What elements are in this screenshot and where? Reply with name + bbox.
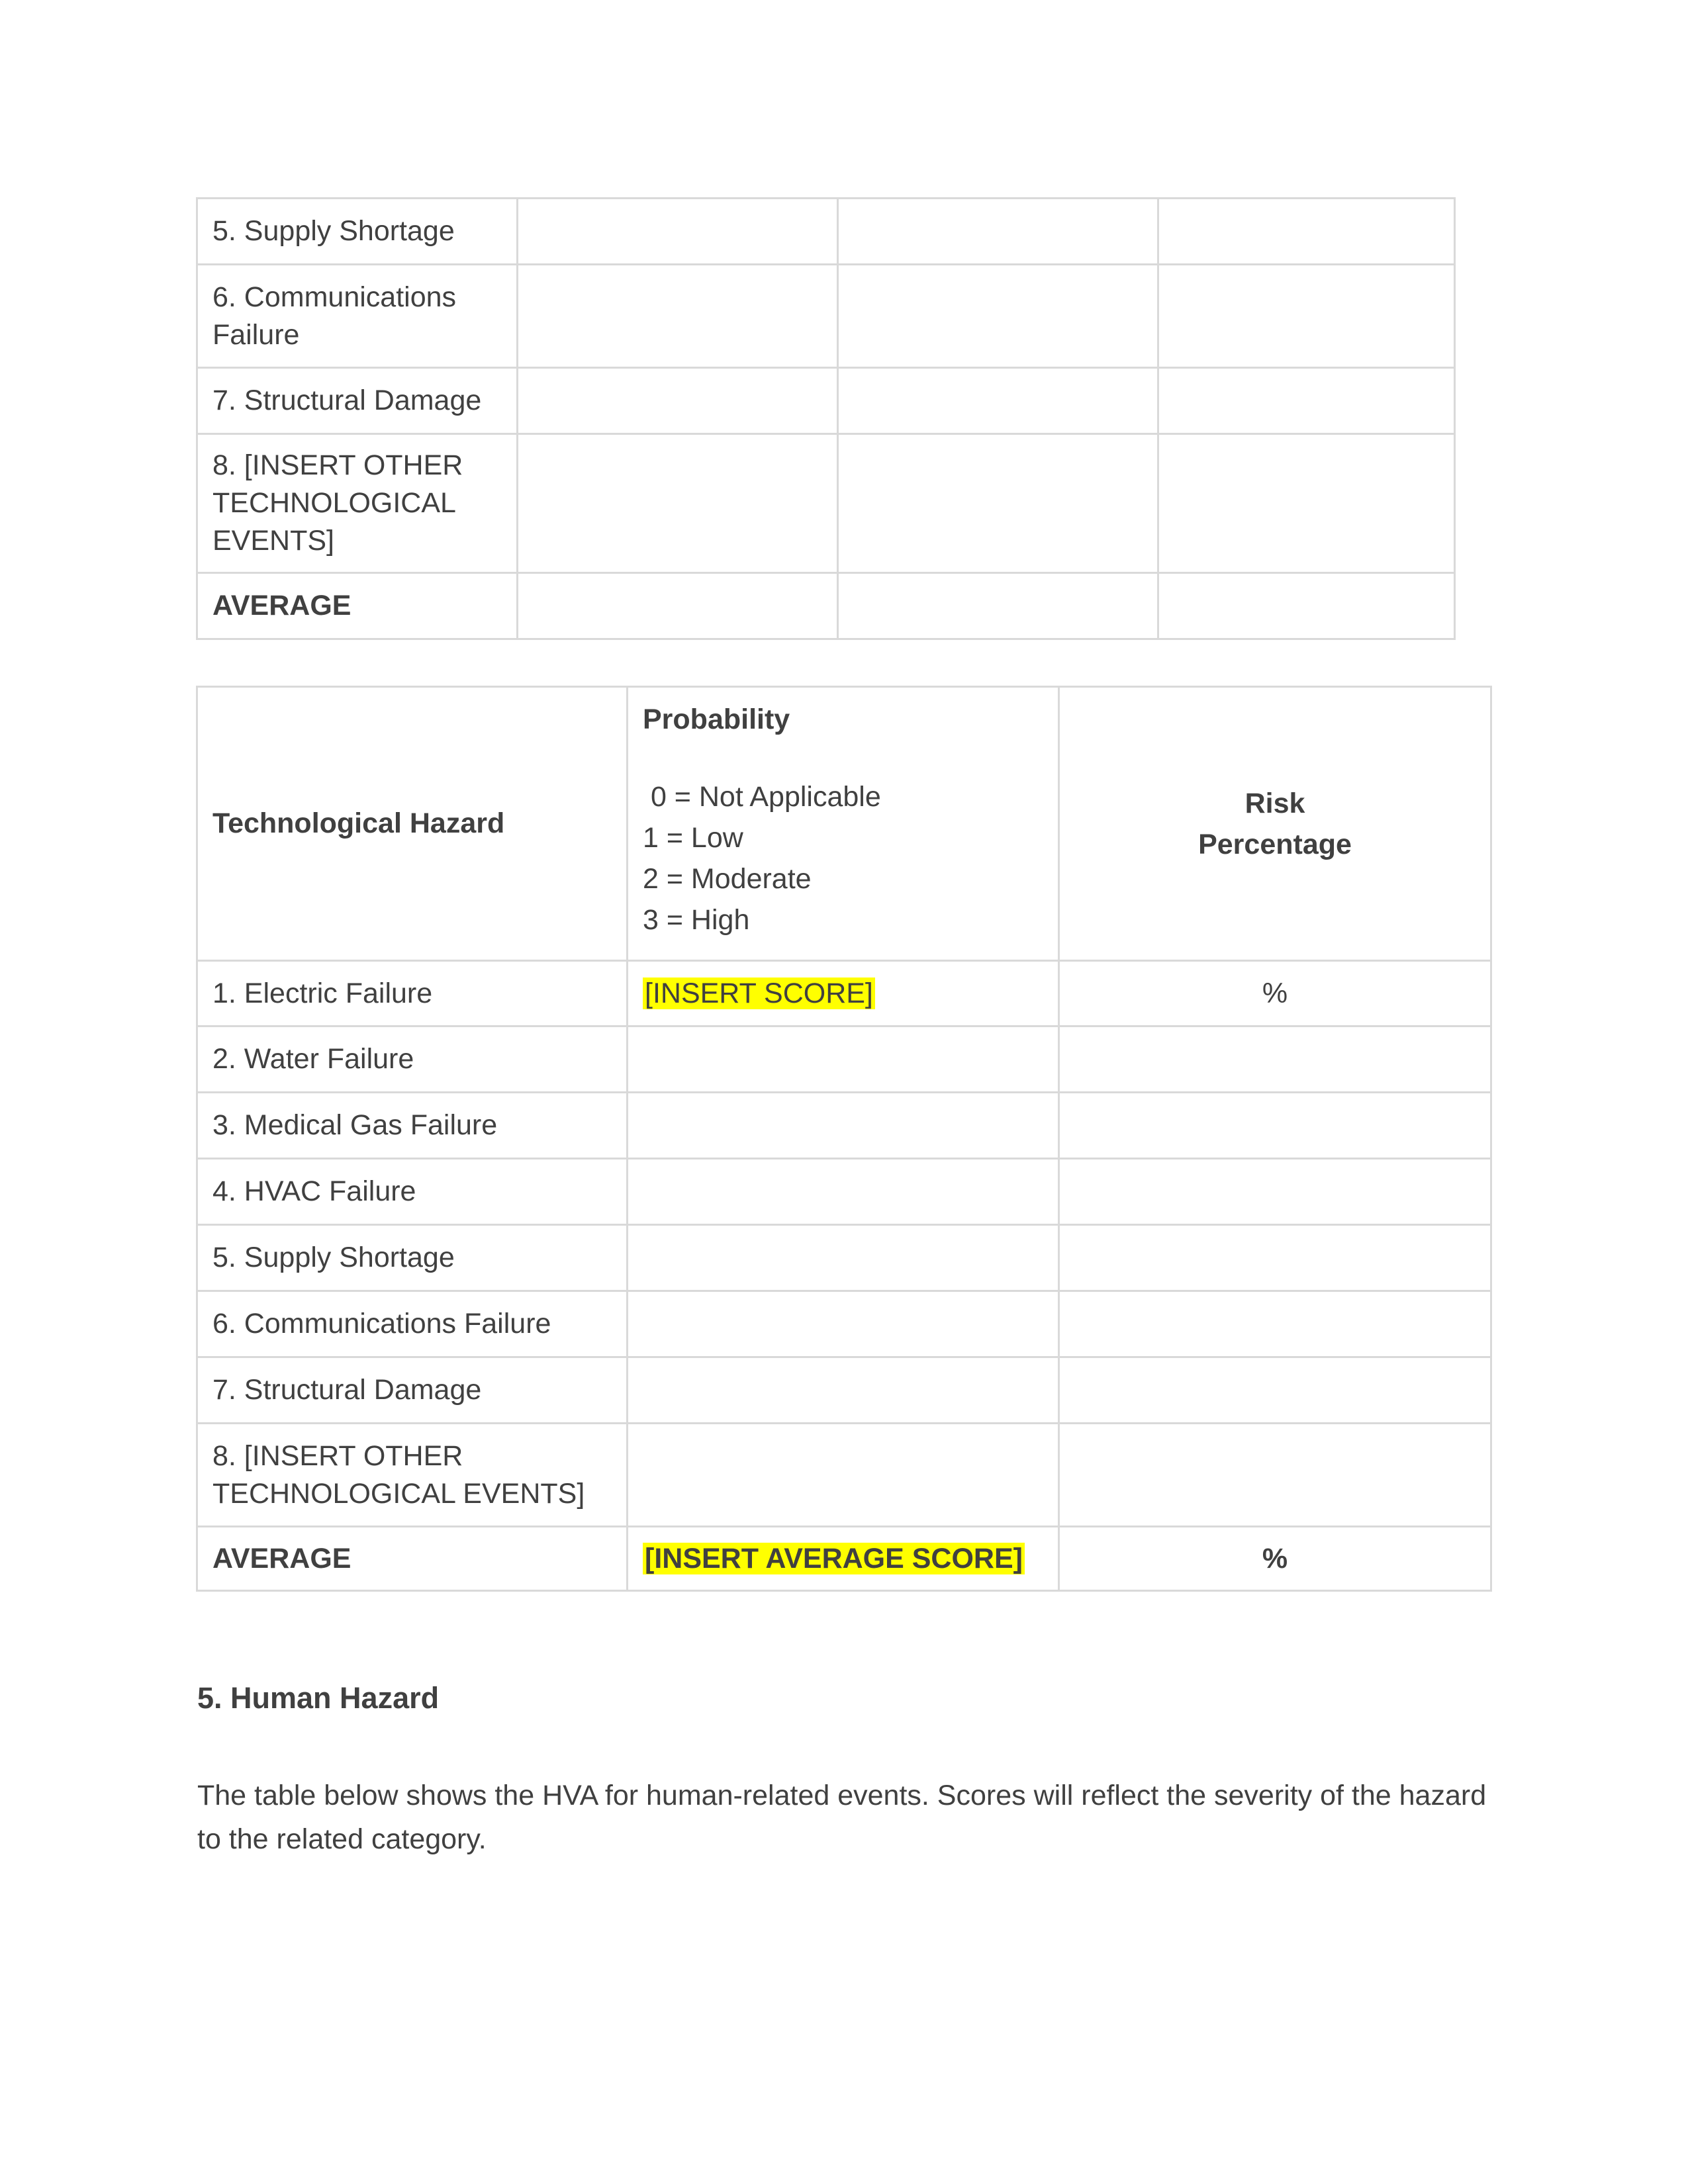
probability-scale-3: 3 = High bbox=[643, 904, 750, 936]
probability-title: Probability bbox=[643, 704, 790, 735]
section-paragraph: The table below shows the HVA for human-related events. Scores will reflect the severity of the hazard to the related category. bbox=[197, 1780, 1487, 1855]
spacer bbox=[643, 739, 1043, 776]
risk-header-line1: Risk bbox=[1244, 787, 1305, 819]
table-cell bbox=[518, 434, 838, 573]
table-cell bbox=[1158, 368, 1455, 434]
risk-cell bbox=[1059, 1357, 1491, 1424]
row-label: 3. Medical Gas Failure bbox=[197, 1093, 628, 1159]
table-row bbox=[197, 1424, 1491, 1527]
row-label: 7. Structural Damage bbox=[197, 368, 518, 434]
table-row bbox=[197, 1527, 1491, 1591]
header-risk-percentage bbox=[1059, 687, 1491, 961]
risk-cell bbox=[1059, 1159, 1491, 1225]
table-cell bbox=[518, 573, 838, 639]
risk-cell: % bbox=[1059, 961, 1491, 1026]
score-cell bbox=[628, 1026, 1059, 1093]
table-cell bbox=[518, 265, 838, 368]
table-cell bbox=[1158, 199, 1455, 265]
row-label: 1. Electric Failure bbox=[197, 961, 628, 1026]
header-technological-hazard: Technological Hazard bbox=[197, 687, 628, 961]
table-row bbox=[197, 1026, 1491, 1093]
score-cell bbox=[628, 1357, 1059, 1424]
score-cell bbox=[628, 961, 1059, 1026]
table-row bbox=[197, 265, 1455, 368]
insert-score-highlight: [INSERT SCORE] bbox=[643, 978, 875, 1009]
risk-cell bbox=[1059, 1093, 1491, 1159]
table-row bbox=[197, 1357, 1491, 1424]
risk-header-line2: Percentage bbox=[1198, 828, 1352, 860]
table-cell bbox=[838, 199, 1158, 265]
row-label: 6. Communications Failure bbox=[197, 265, 518, 368]
score-cell bbox=[628, 1291, 1059, 1357]
risk-cell bbox=[1059, 1026, 1491, 1093]
table-row bbox=[197, 573, 1455, 639]
risk-cell bbox=[1059, 1225, 1491, 1291]
table-row bbox=[197, 199, 1455, 265]
risk-cell bbox=[1059, 1424, 1491, 1527]
table-cell bbox=[838, 434, 1158, 573]
row-label: 8. [INSERT OTHER TECHNOLOGICAL EVENTS] bbox=[197, 434, 518, 573]
table-cell bbox=[1158, 573, 1455, 639]
row-label: 5. Supply Shortage bbox=[197, 1225, 628, 1291]
table-row bbox=[197, 1225, 1491, 1291]
table-cell bbox=[838, 573, 1158, 639]
row-label: 4. HVAC Failure bbox=[197, 1159, 628, 1225]
risk-cell: % bbox=[1059, 1527, 1491, 1591]
table-row bbox=[197, 368, 1455, 434]
table-row bbox=[197, 961, 1491, 1026]
score-cell bbox=[628, 1093, 1059, 1159]
table-cell bbox=[518, 368, 838, 434]
probability-scale-1: 1 = Low bbox=[643, 822, 743, 854]
table-cell bbox=[1158, 265, 1455, 368]
table-row bbox=[197, 1291, 1491, 1357]
table-row bbox=[197, 434, 1455, 573]
header-probability bbox=[628, 687, 1059, 961]
score-cell bbox=[628, 1527, 1059, 1591]
insert-average-score-highlight: [INSERT AVERAGE SCORE] bbox=[643, 1543, 1025, 1574]
section-heading: 5. Human Hazard bbox=[197, 1681, 440, 1715]
score-cell bbox=[628, 1424, 1059, 1527]
score-cell bbox=[628, 1159, 1059, 1225]
table-cell bbox=[518, 199, 838, 265]
row-label: 2. Water Failure bbox=[197, 1026, 628, 1093]
table-row bbox=[197, 1159, 1491, 1225]
row-label: 5. Supply Shortage bbox=[197, 199, 518, 265]
row-label: 6. Communications Failure bbox=[197, 1291, 628, 1357]
table-row bbox=[197, 1093, 1491, 1159]
technological-hazard-table bbox=[196, 686, 1492, 1592]
score-cell bbox=[628, 1225, 1059, 1291]
table-cell bbox=[838, 265, 1158, 368]
row-label-average: AVERAGE bbox=[197, 573, 518, 639]
table-cell bbox=[1158, 434, 1455, 573]
probability-scale-0: 0 = Not Applicable bbox=[643, 781, 881, 813]
table-header-row bbox=[197, 687, 1491, 961]
table-cell bbox=[838, 368, 1158, 434]
probability-scale-2: 2 = Moderate bbox=[643, 863, 812, 895]
row-label: 7. Structural Damage bbox=[197, 1357, 628, 1424]
row-label-average: AVERAGE bbox=[197, 1527, 628, 1591]
hazard-table-continued bbox=[196, 197, 1456, 640]
risk-cell bbox=[1059, 1291, 1491, 1357]
row-label: 8. [INSERT OTHER TECHNOLOGICAL EVENTS] bbox=[197, 1424, 628, 1527]
